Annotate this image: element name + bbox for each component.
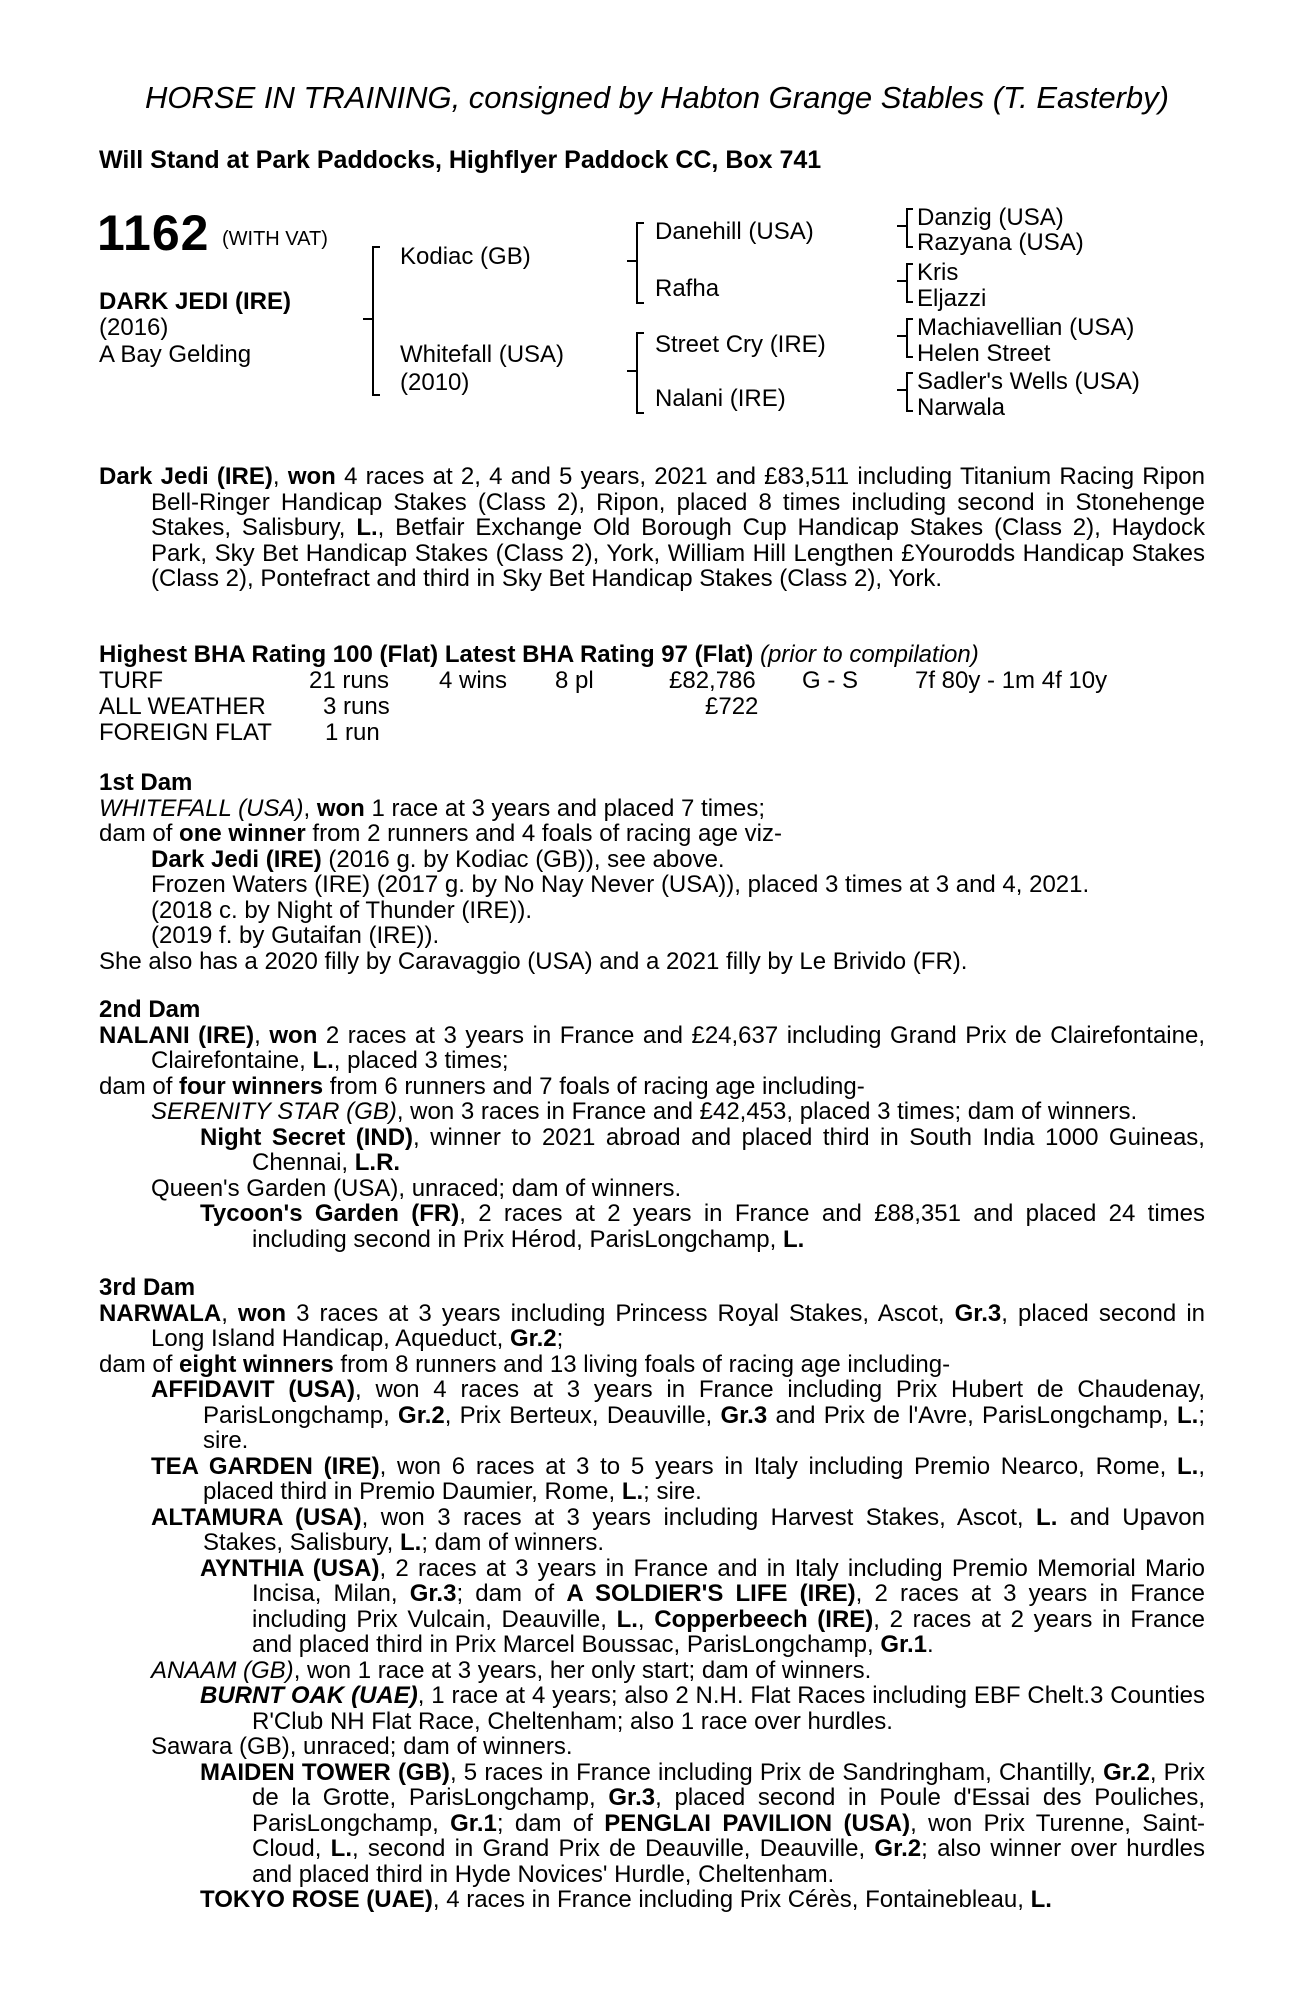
- sire: Kodiac (GB): [400, 243, 531, 270]
- group-marker: Gr.1: [880, 1631, 928, 1658]
- dam-name: WHITEFALL (USA): [99, 794, 304, 822]
- foaling-year: (2016): [99, 314, 169, 341]
- consignor-header: HORSE IN TRAINING, consigned by Habton Grange Stables (T. Easterby): [145, 80, 1169, 115]
- grand-sire-2: Kris: [917, 259, 959, 286]
- dam: Whitefall (USA): [400, 341, 565, 368]
- highest-rating: Highest BHA Rating 100 (Flat): [99, 641, 439, 668]
- grand-dam-4: Narwala: [917, 394, 1006, 421]
- listed-marker: L.: [1177, 1452, 1199, 1480]
- dam-text: 3 races at 3 years including Princess Royal Stakes, Ascot,: [296, 1299, 945, 1327]
- horse-name: DARK JEDI (IRE): [99, 288, 292, 315]
- listed-marker: L.: [1036, 1503, 1058, 1531]
- rating-note: (prior to compilation): [759, 641, 979, 668]
- progeny-name: Tycoon's Garden (FR): [200, 1200, 460, 1227]
- progeny-name: MAIDEN TOWER (GB): [200, 1758, 450, 1786]
- dam-of-text: from 6 runners and 7 foals of racing age including-: [329, 1072, 865, 1100]
- won-label: won: [269, 1021, 318, 1049]
- progeny-name: AFFIDAVIT (USA): [151, 1376, 355, 1403]
- first-dam-section: 1st Dam WHITEFALL (USA), won 1 race at 3 years and placed 7 times; dam of one winner from 2 runners and 4 foals of racing age viz- Dark Jedi (IRE) (2016 g. by Kodiac (GB)), see above. Frozen Waters (IRE) (2017 g. by No Nay Never (USA)), placed 3 times at 3 and 4, 2021. (2018 c. by Night of Thunder (IRE)). (2019 f. by Gutaifan (IRE)). She also has a 2020 filly by Caravaggio (USA) and a 2021 filly by Le Brivido (FR).: [99, 770, 1205, 974]
- progeny-entry: Queen's Garden (USA), unraced; dam of winners.: [151, 1174, 682, 1202]
- progeny-text: , placed second in Poule d'Essai des Pouliches, ParisLongchamp,: [252, 1784, 1206, 1837]
- progeny-text: , 5 races in France including Prix de Sandringham, Chantilly,: [449, 1758, 1096, 1786]
- dam-name: NARWALA: [99, 1299, 222, 1327]
- stats-going: G - S: [802, 667, 859, 694]
- progeny-text: ; dam of winners.: [421, 1529, 605, 1556]
- second-dam-section: 2nd Dam NALANI (IRE), won 2 races at 3 years in France and £24,637 including Grand Prix de Clairefontaine, Clairefontaine, L., placed 3 times; dam of four winners from 6 runners and 7 foals of racing age including- SERENITY STAR (GB), won 3 races in France and £42,453, placed 3 times; dam of winners. Night Secret (IND), winner to 2021 abroad and placed third in South India 1000 Guineas, Chennai, L.R. Queen's Garden (USA), unraced; dam of winners. Tycoon's Garden (FR), 2 races at 2 years in France and £88,351 and placed 24 times including second in Prix Hérod, ParisLongchamp, L.: [99, 996, 1205, 1253]
- progeny-entry: (2018 c. by Night of Thunder (IRE)).: [151, 896, 533, 924]
- progeny-text: , won 1 race at 3 years, her only start; dam of winners.: [293, 1656, 872, 1684]
- progeny-text: , 2 races at 2 years in France and placed third in Prix Marcel Boussac, ParisLongchamp,: [252, 1605, 1206, 1658]
- pedigree-brace: [627, 260, 636, 262]
- summary-text: , Betfair Exchange Old Borough Cup Handicap Stakes (Class 2), Haydock Park, Sky Bet Handicap Stakes (Class 2), York, William Hill Lengthen £Yourodds Handicap Stakes (Class 2), Pontefract and third in Sky Bet Handicap Stakes (Class 2), York.: [151, 514, 1205, 592]
- listed-marker: L.R.: [354, 1149, 401, 1176]
- pedigree-brace: [627, 370, 636, 372]
- stats-placed: 8 pl: [555, 667, 594, 694]
- group-marker: Gr.2: [398, 1401, 445, 1429]
- listed-marker: L.: [1030, 1886, 1052, 1913]
- dam-of-label: dam of: [99, 1350, 173, 1378]
- dam-text: , placed 3 times;: [333, 1047, 509, 1074]
- section-heading: 3rd Dam: [99, 1274, 196, 1301]
- group-marker: Gr.1: [450, 1809, 497, 1837]
- stats-runs: 3 runs: [323, 693, 390, 720]
- listed-marker: L.: [1177, 1401, 1199, 1429]
- dam-of-text: from 8 runners and 13 living foals of racing age including-: [340, 1350, 951, 1378]
- race-summary: Dark Jedi (IRE), won 4 races at 2, 4 and 5 years, 2021 and £83,511 including Titanium Racing Ripon Bell-Ringer Handicap Stakes (Class 2), Ripon, placed 8 times including second in Stonehenge Stakes, Salisbury, L., Betfair Exchange Old Borough Cup Handicap Stakes (Class 2), Haydock Park, Sky Bet Handicap Stakes (Class 2), York, William Hill Lengthen £Yourodds Handicap Stakes (Class 2), Pontefract and third in Sky Bet Handicap Stakes (Class 2), York.: [99, 463, 1206, 592]
- progeny-text: , second in Grand Prix de Deauville, Deauville,: [351, 1835, 866, 1862]
- sire-dam: Rafha: [655, 275, 720, 302]
- progeny-text: , 2 races at 3 years in France including Prix Vulcain, Deauville,: [252, 1580, 1205, 1633]
- section-heading: 1st Dam: [99, 769, 193, 796]
- third-dam-section: 3rd Dam NARWALA, won 3 races at 3 years including Princess Royal Stakes, Ascot, Gr.3, placed second in Long Island Handicap, Aqueduct, Gr.2; dam of eight winners from 8 runners and 13 living foals of racing age including- AFFIDAVIT (USA), won 4 races at 3 years in France including Prix Hubert de Chaudenay, ParisLongchamp, Gr.2, Prix Berteux, Deauville, Gr.3 and Prix de l'Avre, ParisLongchamp, L.; sire. TEA GARDEN (IRE), won 6 races at 3 to 5 years in Italy including Premio Nearco, Rome, L., placed third in Premio Daumier, Rome, L.; sire. ALTAMURA (USA), won 3 races at 3 years including Harvest Stakes, Ascot, L. and Upavon Stakes, Salisbury, L.; dam of winners. AYNTHIA (USA), 2 races at 3 years in France and in Italy including Premio Memorial Mario Incisa, Milan, Gr.3; dam of A SOLDIER'S LIFE (IRE), 2 races at 3 years in France including Prix Vulcain, Deauville, L., Copperbeech (IRE), 2 races at 2 years in France and placed third in Prix Marcel Boussac, ParisLongchamp, Gr.1. ANAAM (GB), won 1 race at 3 years, her only start; dam of winners. BURNT OAK (UAE), 1 race at 4 years; also 2 N.H. Flat Races including EBF Chelt.3 Counties R'Club NH Flat Race, Cheltenham; also 1 race over hurdles. Sawara (GB), unraced; dam of winners. MAIDEN TOWER (GB), 5 races in France including Prix de Sandringham, Chantilly, Gr.2, Prix de la Grotte, ParisLongchamp, Gr.3, placed second in Poule d'Essai des Pouliches, ParisLongchamp, Gr.1; dam of PENGLAI PAVILION (USA), won Prix Turenne, Saint-Cloud, L., second in Grand Prix de Deauville, Deauville, Gr.2; also winner over hurdles and placed third in Hyde Novices' Hurdle, Cheltenham. TOKYO ROSE (UAE), 4 races in France including Prix Cérès, Fontainebleau, L.: [99, 1274, 1206, 1913]
- won-label: won: [316, 794, 365, 822]
- section-heading: 2nd Dam: [99, 996, 201, 1023]
- grand-sire-3: Machiavellian (USA): [917, 314, 1135, 341]
- grand-dam-2: Eljazzi: [917, 285, 987, 312]
- grand-sire-4: Sadler's Wells (USA): [917, 368, 1140, 395]
- dam-of-label: dam of: [99, 820, 173, 847]
- progeny-name: Dark Jedi (IRE): [151, 845, 322, 873]
- progeny-text: , won 3 races in France and £42,453, placed 3 times; dam of winners.: [396, 1098, 1138, 1125]
- listed-marker: L.: [621, 1478, 644, 1505]
- progeny-text: , Prix de la Grotte, ParisLongchamp,: [252, 1758, 1206, 1811]
- group-marker: Gr.2: [509, 1325, 557, 1352]
- group-marker: Gr.3: [954, 1299, 1002, 1327]
- pedigree-brace: [897, 389, 906, 391]
- stats-surface: TURF: [99, 667, 163, 694]
- progeny-name: TOKYO ROSE (UAE): [200, 1886, 433, 1913]
- stats-surface: ALL WEATHER: [99, 693, 266, 720]
- pedigree-brace: [363, 318, 372, 320]
- dam-dam: Nalani (IRE): [655, 385, 786, 412]
- stats-distance: 7f 80y - 1m 4f 10y: [915, 667, 1108, 694]
- pedigree-brace: [906, 372, 913, 412]
- progeny-name: SERENITY STAR (GB): [151, 1098, 397, 1125]
- progeny-name: Copperbeech (IRE): [654, 1605, 874, 1633]
- listed-marker: L.: [312, 1047, 334, 1074]
- grand-sire-1: Danzig (USA): [917, 204, 1064, 231]
- winner-count: four winners: [179, 1072, 324, 1100]
- progeny-name: ANAAM (GB): [151, 1656, 294, 1684]
- won-label: won: [237, 1299, 286, 1327]
- stand-location: Will Stand at Park Paddocks, Highflyer Paddock CC, Box 741: [99, 146, 822, 174]
- horse-description: A Bay Gelding: [99, 341, 252, 368]
- progeny-text: , won 6 races at 3 to 5 years in Italy including Premio Nearco, Rome,: [379, 1452, 1167, 1480]
- progeny-text: and Prix de l'Avre, ParisLongchamp,: [775, 1401, 1169, 1429]
- progeny-entry: Frozen Waters (IRE) (2017 g. by No Nay Never (USA)), placed 3 times at 3 and 4, 2021.: [151, 871, 1090, 898]
- progeny-text: , 1 race at 4 years; also 2 N.H. Flat Races including EBF Chelt.3 Counties R'Club NH Flat Race, Cheltenham; also 1 race over hurdles.: [252, 1682, 1206, 1735]
- grand-dam-3: Helen Street: [917, 340, 1051, 367]
- progeny-text: ; dam of: [496, 1809, 593, 1837]
- dam-of-text: from 2 runners and 4 foals of racing age viz-: [312, 820, 782, 847]
- progeny-text: , 2 races at 3 years in France and in Italy including Premio Memorial Mario Incisa, Milan,: [252, 1554, 1205, 1607]
- grand-dam-1: Razyana (USA): [917, 229, 1084, 256]
- dam-name: NALANI (IRE): [99, 1021, 255, 1049]
- dam-text: , placed second in Long Island Handicap, Aqueduct,: [151, 1299, 1206, 1352]
- progeny-name: TEA GARDEN (IRE): [151, 1452, 380, 1480]
- group-marker: Gr.2: [1103, 1758, 1150, 1786]
- dam-text: ;: [556, 1325, 564, 1352]
- pedigree-brace: [906, 263, 913, 303]
- dam-of-label: dam of: [99, 1072, 173, 1100]
- group-marker: Gr.3: [608, 1784, 656, 1811]
- summary-won: won: [287, 463, 336, 490]
- progeny-text: ,: [637, 1605, 645, 1633]
- progeny-name: BURNT OAK (UAE): [200, 1682, 418, 1709]
- dam-sire: Street Cry (IRE): [655, 331, 826, 358]
- vat-note: (WITH VAT): [222, 228, 328, 250]
- pedigree-brace: [897, 280, 906, 282]
- progeny-text: (2016 g. by Kodiac (GB)), see above.: [328, 845, 725, 873]
- progeny-text: , Prix Berteux, Deauville,: [444, 1401, 713, 1429]
- winner-count: eight winners: [179, 1350, 334, 1378]
- listed-marker: L.: [782, 1225, 805, 1253]
- progeny-text: ; sire.: [643, 1478, 702, 1505]
- pedigree-brace: [372, 246, 380, 396]
- latest-rating: Latest BHA Rating 97 (Flat): [444, 641, 754, 668]
- pedigree-brace: [897, 335, 906, 337]
- group-marker: Gr.3: [409, 1580, 457, 1607]
- progeny-text: ; sire.: [203, 1401, 1206, 1454]
- pedigree-brace: [906, 208, 913, 248]
- group-marker: Gr.2: [874, 1835, 922, 1862]
- progeny-text: , won 3 races at 3 years including Harvest Stakes, Ascot,: [361, 1503, 1024, 1531]
- progeny-name: Night Secret (IND): [200, 1123, 414, 1151]
- progeny-text: ; dam of: [456, 1580, 555, 1607]
- pedigree-brace: [897, 225, 906, 227]
- sire-sire: Danehill (USA): [655, 218, 814, 245]
- progeny-text: .: [927, 1631, 934, 1658]
- summary-text: 4 races at 2, 4 and 5 years, 2021 and £83,511 including Titanium Racing Ripon Bell-Ringer Handicap Stakes (Class 2), Ripon, placed 8 times including second in Stonehenge Stakes, Salisbury,: [151, 463, 1206, 541]
- progeny-name: A SOLDIER'S LIFE (IRE): [566, 1580, 856, 1607]
- stats-earnings: £722: [705, 693, 759, 720]
- progeny-text: , won Prix Turenne, Saint-Cloud,: [252, 1809, 1205, 1862]
- listed-marker: L.: [356, 514, 378, 541]
- pedigree-brace: [636, 332, 644, 414]
- listed-marker: L.: [399, 1529, 422, 1556]
- dam-year: (2010): [400, 369, 470, 396]
- progeny-text: , placed third in Premio Daumier, Rome,: [203, 1452, 1206, 1505]
- progeny-text: , 4 races in France including Prix Cérès, Fontainebleau,: [432, 1886, 1024, 1913]
- listed-marker: L.: [330, 1835, 352, 1862]
- winner-count: one winner: [179, 820, 306, 847]
- progeny-name: AYNTHIA (USA): [200, 1554, 380, 1582]
- progeny-text: ; also winner over hurdles and placed third in Hyde Novices' Hurdle, Cheltenham.: [252, 1835, 1206, 1888]
- summary-horse-name: Dark Jedi (IRE): [99, 463, 273, 490]
- dam-also-note: She also has a 2020 filly by Caravaggio (USA) and a 2021 filly by Le Brivido (FR).: [99, 947, 968, 975]
- stats-wins: 4 wins: [439, 667, 508, 694]
- lot-number: 1162: [97, 205, 210, 261]
- stats-surface: FOREIGN FLAT: [99, 719, 272, 746]
- stats-runs: 21 runs: [309, 667, 390, 694]
- dam-text: 1 race at 3 years and placed 7 times;: [371, 794, 766, 822]
- bha-rating: [99, 642, 1205, 668]
- progeny-entry: (2019 f. by Gutaifan (IRE)).: [151, 922, 440, 949]
- dam-text: 2 races at 3 years in France and £24,637 including Grand Prix de Clairefontaine, Clairefontaine,: [151, 1021, 1205, 1074]
- progeny-text: and Upavon Stakes, Salisbury,: [203, 1503, 1205, 1556]
- progeny-name: ALTAMURA (USA): [151, 1503, 362, 1531]
- stats-runs: 1 run: [325, 719, 380, 746]
- stats-earnings: £82,786: [669, 667, 756, 694]
- listed-marker: L.: [616, 1605, 638, 1633]
- progeny-text: , winner to 2021 abroad and placed third in South India 1000 Guineas, Chennai,: [252, 1123, 1205, 1176]
- progeny-text: , won 4 races at 3 years in France including Prix Hubert de Chaudenay, ParisLongchamp,: [203, 1376, 1205, 1429]
- progeny-name: PENGLAI PAVILION (USA): [604, 1809, 911, 1837]
- pedigree-brace: [906, 318, 913, 358]
- progeny-text: , 2 races at 2 years in France and £88,351 and placed 24 times including second in Prix Hérod, ParisLongchamp,: [252, 1200, 1205, 1253]
- pedigree-brace: [636, 222, 644, 304]
- progeny-entry: Sawara (GB), unraced; dam of winners.: [151, 1733, 573, 1760]
- group-marker: Gr.3: [720, 1401, 768, 1429]
